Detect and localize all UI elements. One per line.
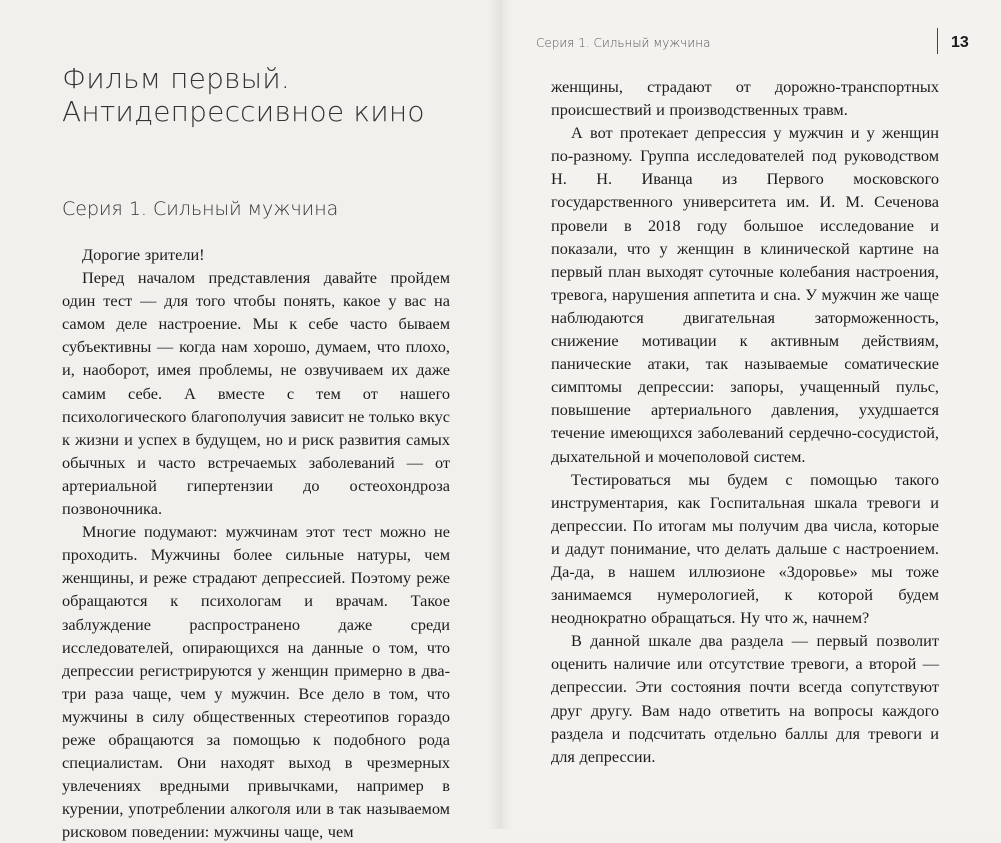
header-divider: [937, 28, 938, 54]
chapter-title: [62, 62, 482, 128]
page-number: 13: [951, 34, 969, 51]
paragraph: Тестироваться мы будем с помощью такого инструментария, как Госпитальная шкала тревоги и депрессии. По итогам мы получим два числа, которые и дадут понимание, что делать дальше с настроением. Да-да, в нашем иллюзионе «Здоровье» мы тоже занимаемся нумерологией, к которой будем неоднократно обращаться. Ну что ж, начнем?: [551, 469, 939, 628]
right-page: [500, 0, 1001, 829]
chapter-title-line-1: Фильм первый.: [62, 62, 291, 95]
left-body-text: [62, 243, 450, 843]
series-title: Серия 1. Сильный мужчина: [62, 198, 339, 220]
chapter-title-line-2: Антидепрессивное кино: [62, 95, 425, 128]
paragraph: Перед началом представления давайте пройдем один тест — для того чтобы понять, какое у вас на самом деле настроение. Мы к себе часто бываем субъективны — когда нам хорошо, думаем, что плохо, и, наоборот, имея проблемы, не озвучиваем их даже самим себе. А вместе с тем от нашего психологического благополучия зависит не только вкус к жизни и успех в будущем, но и риск развития самых обычных и часто встречаемых заболеваний — от артериальной гипертензии до остеохондроза позвоночника.: [62, 268, 450, 519]
paragraph: Дорогие зрители!: [82, 245, 205, 264]
paragraph: Многие подумают: мужчинам этот тест можно не проходить. Мужчины более сильные натуры, чем женщины, и реже страдают депрессией. Поэтому реже обращаются к психологам и врачам. Такое заблуждение распространено даже среди исследователей, опирающихся на данные о том, что депрессии регистрируются у женщин примерно в два-три раза чаще, чем у мужчин. Все дело в том, что мужчины в силу общественных стереотипов гораздо реже обращаются за помощью к подобного рода специалистам. Они находят выход в чрезмерных увлечениях вредными привычками, например в курении, употреблении алкоголя или в так называемом рисковом поведении: мужчины чаще, чем: [62, 522, 450, 842]
right-body-text: [551, 75, 939, 768]
left-page: [0, 0, 500, 842]
running-head: Серия 1. Сильный мужчина: [536, 36, 711, 50]
paragraph: А вот протекает депрессия у мужчин и у женщин по-разному. Группа исследователей под руководством Н. Н. Иванца из Первого московского государственного университета им. И. М. Сеченова провели в 2018 году большое исследование и показали, что у женщин в клинической картине на первый план выходят суточные колебания настроения, тревога, нарушения аппетита и сна. У мужчин же чаще наблюдаются двигательная заторможенность, снижение мотивации к активным действиям, панические атаки, так называемые соматические симптомы депрессии: запоры, учащенный пульс, повышение артериального давления, ухудшается течение имеющихся заболеваний сердечно-сосудистой, дыхательной и мочеполовой систем.: [551, 123, 939, 466]
book-gutter: [488, 0, 514, 829]
paragraph: В данной шкале два раздела — первый позволит оценить наличие или отсутствие тревоги, а второй — депрессии. Эти состояния почти всегда сопутствуют друг другу. Вам надо ответить на вопросы каждого раздела и подсчитать отдельно баллы для тревоги и для депрессии.: [551, 631, 939, 766]
paragraph: женщины, страдают от дорожно-транспортных происшествий и производственных травм.: [551, 77, 939, 120]
